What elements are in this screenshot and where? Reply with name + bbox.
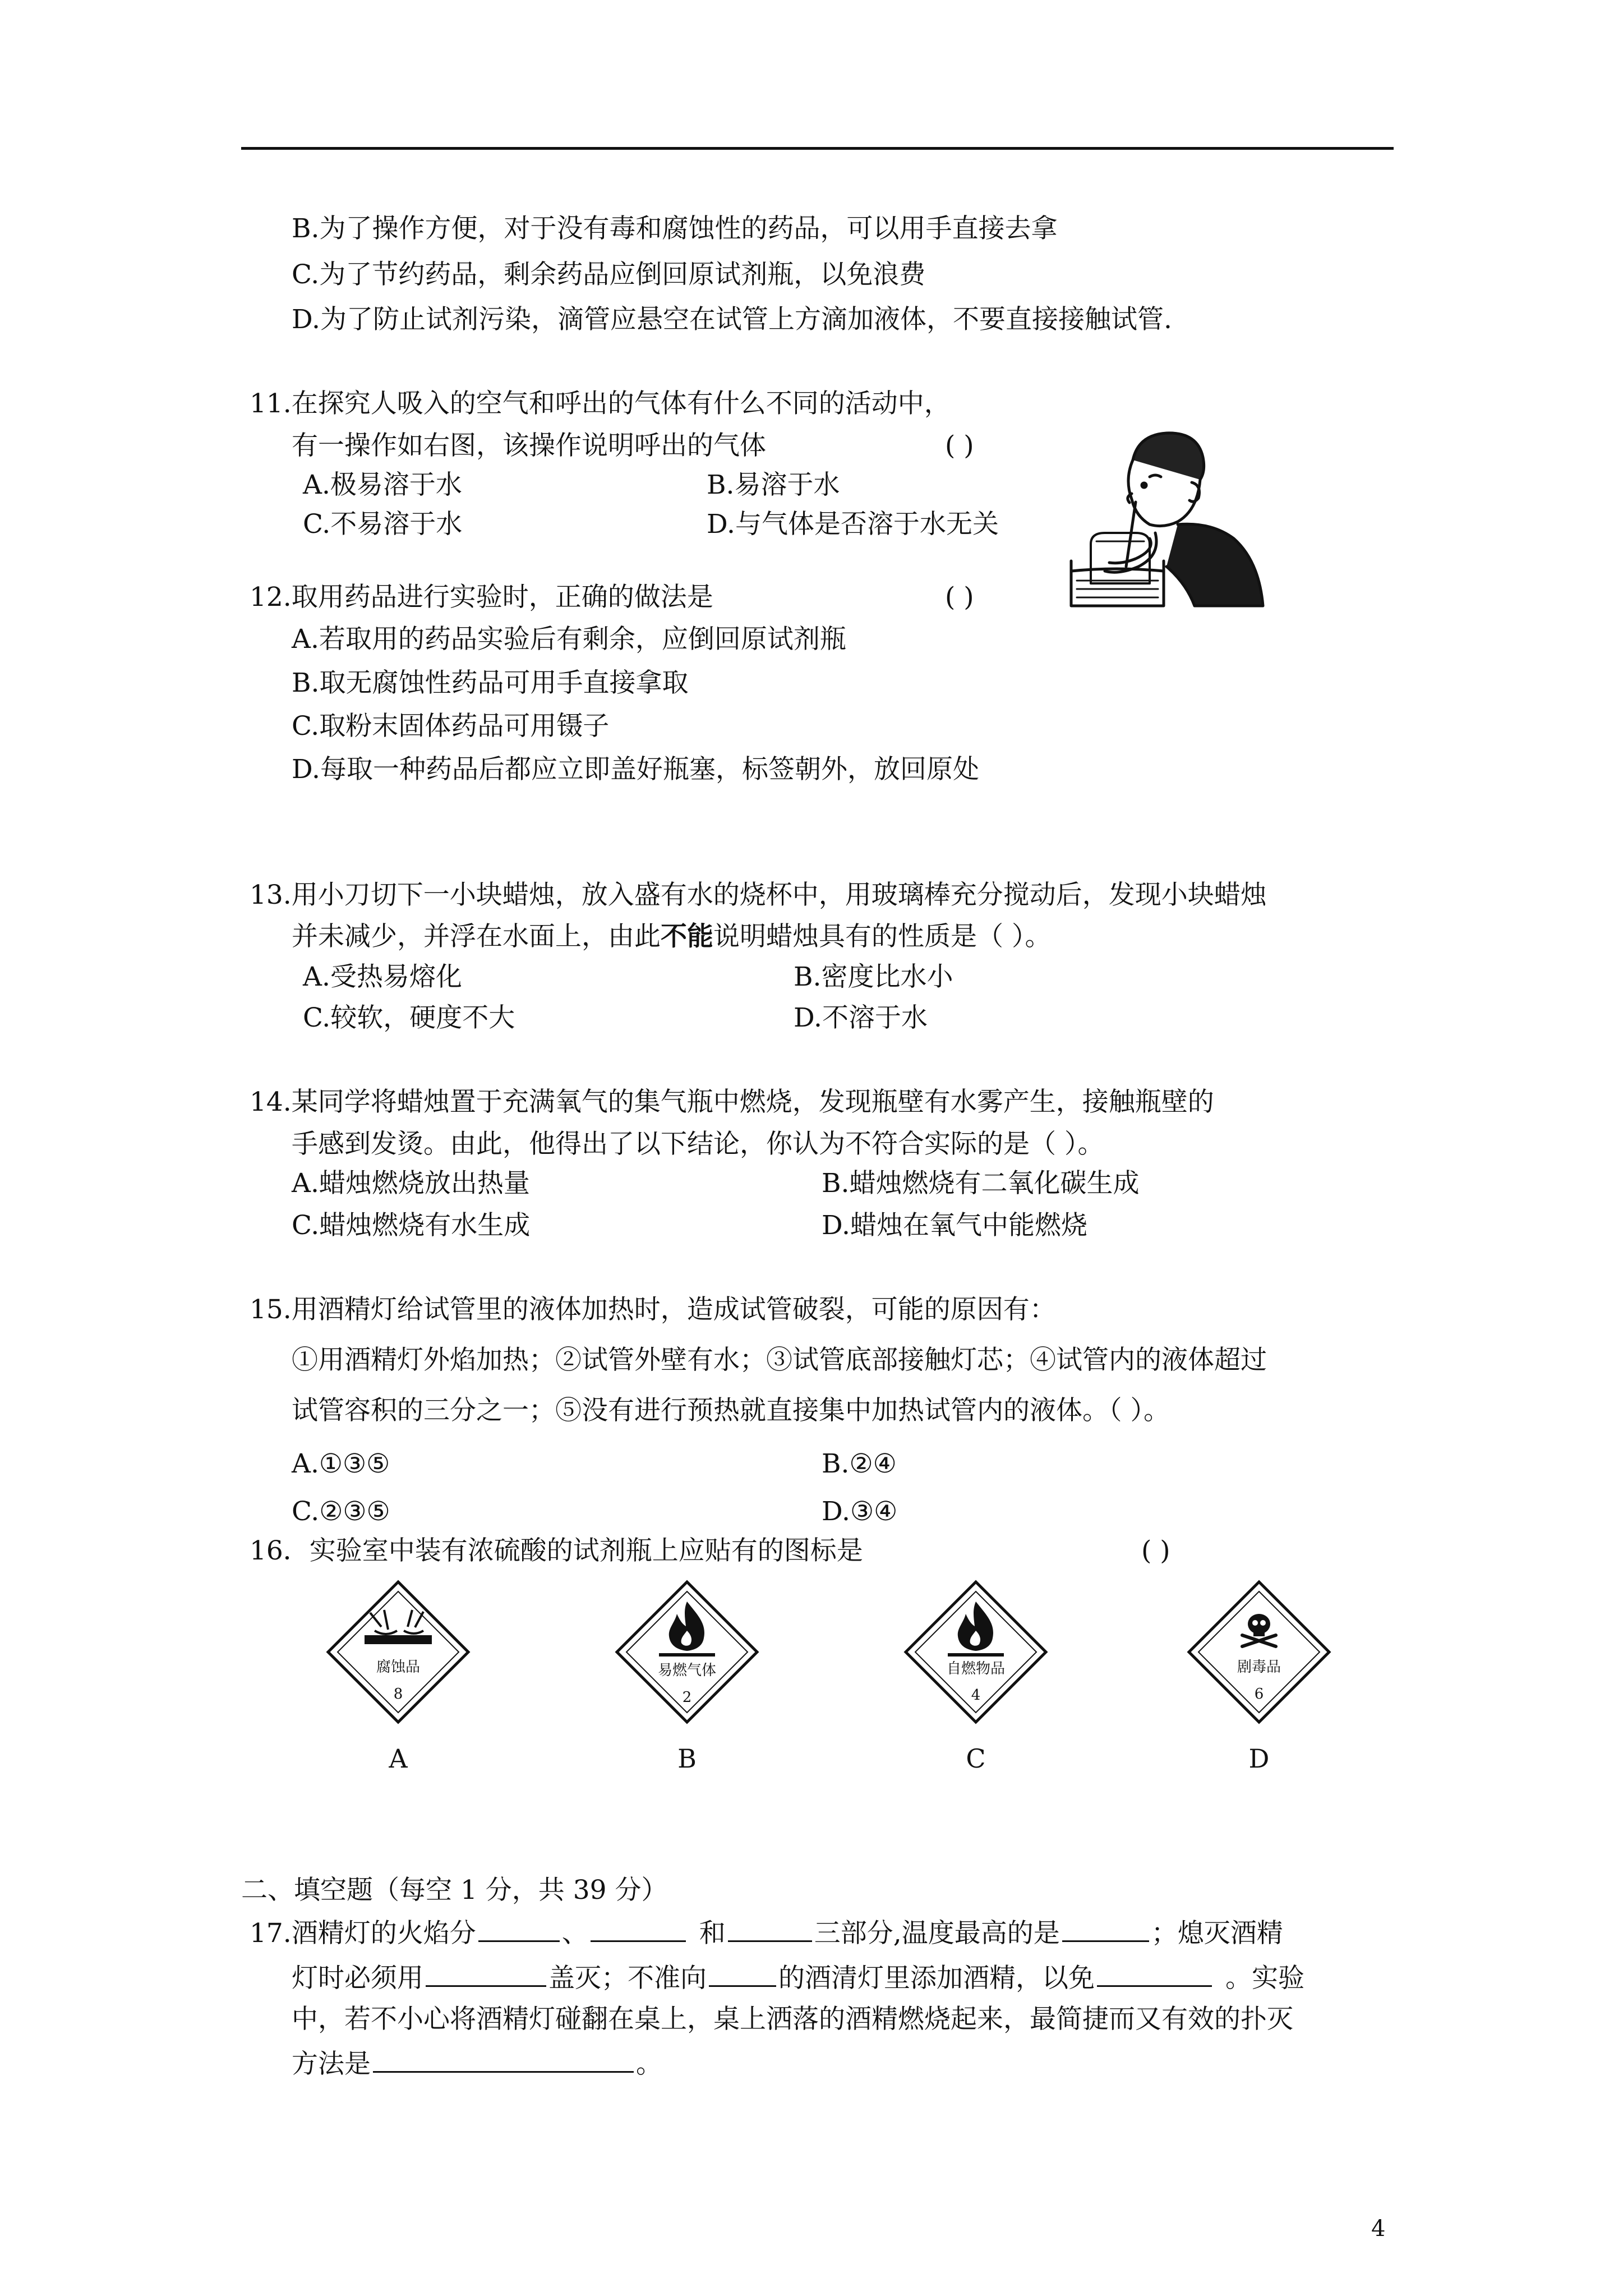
q17-line2: [292, 1961, 1304, 1995]
q13-stem-line2: [292, 920, 1051, 954]
q11-option-a: A.极易溶于水: [303, 470, 462, 500]
q12-option-a: A.若取用的药品实验后有剩余，应倒回原试剂瓶: [292, 624, 846, 655]
q15-option-b: B.②④: [822, 1448, 897, 1479]
hazard-sign-spontaneous-combustion: [903, 1579, 1049, 1725]
q17-l2-text-d: 。实验: [1225, 1963, 1304, 1994]
corrosive-icon: [325, 1579, 471, 1725]
q17-l1-text-d: 三部分,温度最高的是: [814, 1918, 1060, 1949]
hazard-sign-toxic-class: 6: [1254, 1686, 1264, 1703]
q15-items-line1: ①用酒精灯外焰加热；②试管外壁有水；③试管底部接触灯芯；④试管内的液体超过: [292, 1345, 1267, 1375]
q13-option-d: D.不溶于水: [794, 1002, 928, 1033]
q13-stem-pre: 并未减少，并浮在水面上，由此: [292, 921, 661, 952]
q13-option-c: C.较软，硬度不大: [303, 1002, 515, 1033]
q12-option-b: B.取无腐蚀性药品可用手直接拿取: [292, 668, 689, 698]
q10-option-d: D.为了防止试剂污染，滴管应悬空在试管上方滴加液体，不要直接接触试管.: [292, 304, 1172, 335]
q17-l1-text-c: 和: [699, 1918, 726, 1949]
q14-stem-line2: 手感到发烫。由此，他得出了以下结论，你认为不符合实际的是（ ）。: [292, 1129, 1104, 1159]
q11-stem-line1: 11.在探究人吸入的空气和呼出的气体有什么不同的活动中，: [250, 388, 951, 419]
hazard-sign-corrosive-class: 8: [393, 1686, 403, 1703]
q15-option-a: A.①③⑤: [292, 1448, 390, 1479]
q17-line1: [250, 1916, 1283, 1950]
skull-icon: [1186, 1579, 1332, 1725]
q16-option-c-label: C: [966, 1743, 986, 1774]
q17-blank-3[interactable]: [728, 1916, 812, 1942]
q14-option-a: A.蜡烛燃烧放出热量: [292, 1168, 530, 1199]
header-rule: [241, 147, 1394, 150]
q14-option-c: C.蜡烛燃烧有水生成: [292, 1210, 531, 1241]
q13-option-a: A.受热易熔化: [303, 961, 462, 992]
hazard-sign-corrosive: [325, 1579, 471, 1725]
q17-l1-text-a: 17.酒精灯的火焰分: [250, 1918, 476, 1949]
q17-blank-7[interactable]: [1097, 1961, 1212, 1987]
breathing-experiment-illustration: [1066, 426, 1301, 617]
q16-option-b-label: B: [677, 1743, 697, 1774]
hazard-sign-toxic-name: 剧毒品: [1237, 1659, 1281, 1676]
q17-l4-text-a: 方法是: [292, 2049, 371, 2079]
q15-option-d: D.③④: [822, 1496, 898, 1527]
q17-blank-4[interactable]: [1062, 1916, 1149, 1942]
q15-items-line2: 试管容积的三分之一；⑤没有进行预热就直接集中加热试管内的液体。（ ）。: [292, 1395, 1170, 1426]
q14-option-b: B.蜡烛燃烧有二氧化碳生成: [822, 1168, 1140, 1199]
q17-blank-5[interactable]: [426, 1961, 546, 1987]
hazard-sign-toxic: [1186, 1579, 1332, 1725]
q12-stem: 12.取用药品进行实验时，正确的做法是: [250, 582, 713, 613]
q17-l4-text-b: 。: [636, 2049, 662, 2079]
q17-l2-text-c: 的酒清灯里添加酒精，以免: [778, 1963, 1095, 1994]
section-fill-in-title: 二、填空题（每空 1 分，共 39 分）: [241, 1875, 668, 1906]
q11-option-b: B.易溶于水: [707, 470, 840, 500]
hazard-sign-spontaneous-combustion-name: 自燃物品: [946, 1660, 1005, 1677]
q11-stem-line2: 有一操作如右图，该操作说明呼出的气体: [292, 430, 766, 461]
hazard-sign-flammable-gas-class: 2: [682, 1689, 692, 1706]
q17-l2-text-a: 灯时必须用: [292, 1963, 423, 1994]
q13-stem-line1: 13.用小刀切下一小块蜡烛，放入盛有水的烧杯中，用玻璃棒充分搅动后，发现小块蜡烛: [250, 880, 1267, 910]
q13-stem-post: 说明蜡烛具有的性质是（ ）。: [713, 921, 1052, 952]
hazard-sign-flammable-gas-name: 易燃气体: [657, 1662, 716, 1679]
q17-line4: [292, 2046, 662, 2081]
q17-blank-8[interactable]: [373, 2046, 634, 2073]
q10-option-c: C.为了节约药品，剩余药品应倒回原试剂瓶，以免浪费: [292, 259, 926, 290]
q17-l1-text-e: ；熄灭酒精: [1151, 1918, 1283, 1949]
q17-l2-text-b: 盖灭；不准向: [548, 1963, 707, 1994]
q17-blank-2[interactable]: [591, 1916, 686, 1942]
q11-answer-paren: ( ): [945, 430, 974, 461]
q16-option-a-label: A: [389, 1743, 408, 1774]
q12-answer-paren: ( ): [945, 582, 974, 613]
q15-stem: 15.用酒精灯给试管里的液体加热时，造成试管破裂，可能的原因有：: [250, 1294, 1056, 1325]
hazard-sign-flammable-gas: [614, 1579, 760, 1725]
q12-option-d: D.每取一种药品后都应立即盖好瓶塞，标签朝外，放回原处: [292, 754, 979, 785]
q17-blank-6[interactable]: [709, 1961, 776, 1987]
q13-stem-emphasis: 不能: [661, 921, 713, 952]
q13-option-b: B.密度比水小: [794, 961, 953, 992]
q16-answer-paren: ( ): [1141, 1535, 1170, 1566]
q14-option-d: D.蜡烛在氧气中能燃烧: [822, 1210, 1087, 1241]
page-number: 4: [1371, 2216, 1386, 2242]
hazard-sign-corrosive-name: 腐蚀品: [376, 1659, 420, 1676]
hazard-sign-spontaneous-combustion-class: 4: [971, 1687, 981, 1704]
q16-option-d-label: D: [1248, 1743, 1270, 1774]
q10-option-b: B.为了操作方便，对于没有毒和腐蚀性的药品，可以用手直接去拿: [292, 213, 1058, 244]
q17-line3: 中，若不小心将酒精灯碰翻在桌上，桌上洒落的酒精燃烧起来，最简捷而又有效的扑灭: [292, 2004, 1293, 2035]
q17-blank-1[interactable]: [478, 1916, 560, 1942]
q17-l1-text-b: 、: [561, 1918, 588, 1949]
q12-option-c: C.取粉末固体药品可用镊子: [292, 711, 610, 742]
q16-stem: 16．实验室中装有浓硫酸的试剂瓶上应贴有的图标是: [250, 1535, 863, 1566]
q11-option-c: C.不易溶于水: [303, 509, 463, 540]
q14-stem-line1: 14.某同学将蜡烛置于充满氧气的集气瓶中燃烧，发现瓶壁有水雾产生，接触瓶壁的: [250, 1087, 1214, 1117]
q15-option-c: C.②③⑤: [292, 1496, 390, 1527]
q11-option-d: D.与气体是否溶于水无关: [707, 509, 999, 540]
